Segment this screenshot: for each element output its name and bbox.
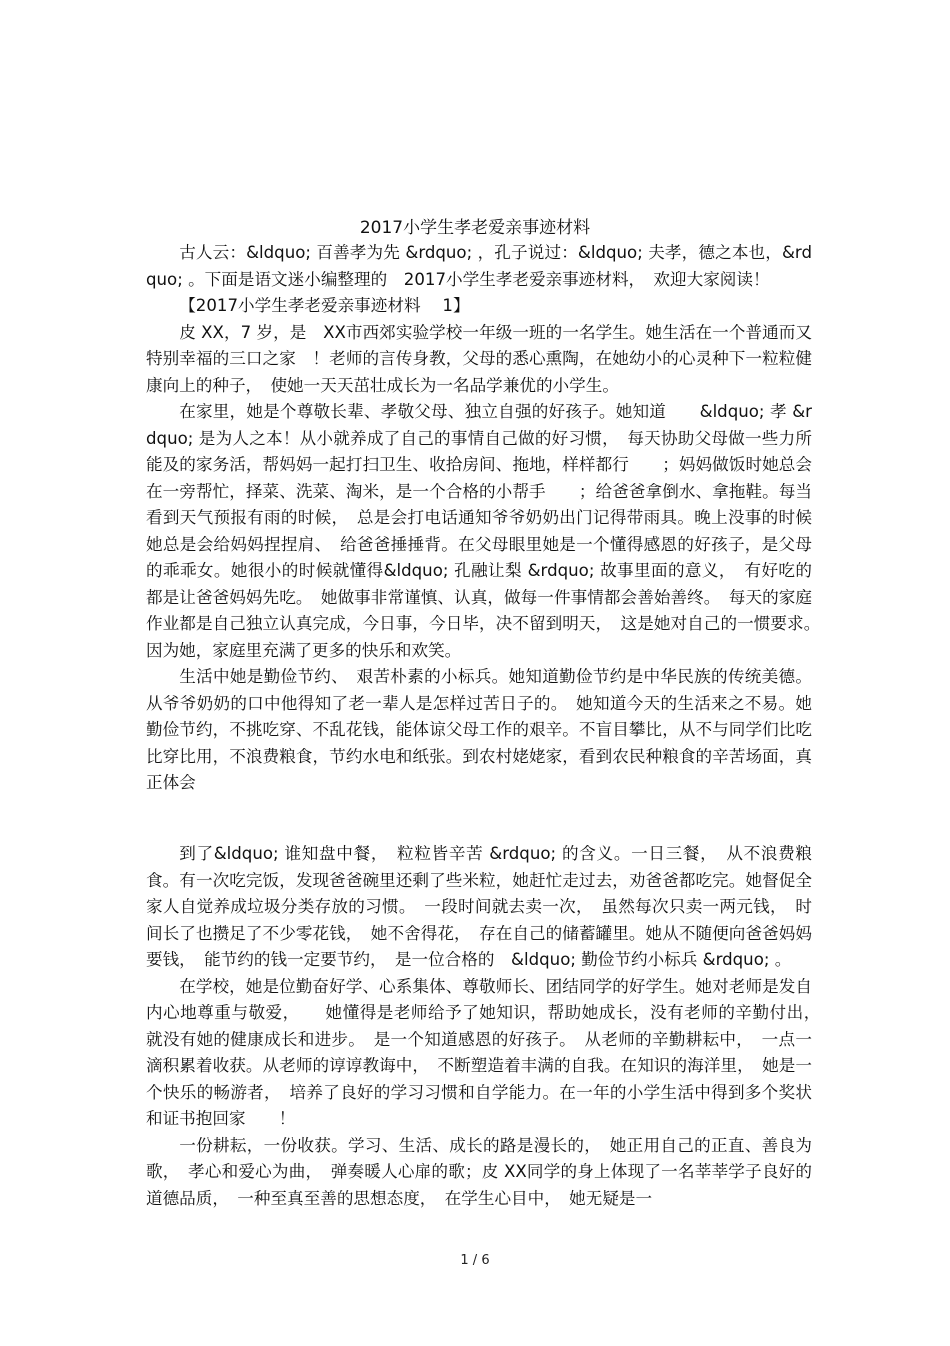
- document-title: 2017小学生孝老爱亲事迹材料: [359, 218, 591, 238]
- body-paragraph: 生活中她是勤俭节约、 艰苦朴素的小标兵。她知道勤俭节约是中华民族的传统美德。从爷爷奶奶的口中他得知了老一辈人是怎样过苦日子的。 她知道今天的生活来之不易。她勤俭节约，不挑吃穿、不乱花钱，能体谅父母工作的艰辛。不盲目攀比，从不与同学们比吃比穿比用，不浪费粮食，节约水电和纸张。到农村姥姥家，看到农民种粮食的辛苦场面，真正体会: [146, 667, 812, 792]
- body-paragraph: 在学校，她是位勤奋好学、心系集体、尊敬师长、团结同学的好学生。她对老师是发自内心地尊重与敬爱， 她懂得是老师给予了她知识，帮助她成长，没有老师的辛勤付出， 就没有她的健康成长和进步。 是一个知道感恩的好孩子。 从老师的辛勤耕耘中， 一点一滴积累着收获。从老师的谆谆教诲中， 不断塑造着丰满的自我。在知识的海洋里， 她是一个快乐的畅游者， 培养了良好的学习习惯和自学能力。在一年的小学生活中得到多个奖状和证书抱回家 ！: [146, 976, 829, 1128]
- body-paragraph: 一份耕耘，一份收获。学习、生活、成长的路是漫长的， 她正用自己的正直、善良为歌， 孝心和爱心为曲， 弹奏暖人心扉的歌；皮 XX同学的身上体现了一名莘莘学子良好的道德品质， 一种至真至善的思想态度， 在学生心目中， 她无疑是一: [146, 1135, 812, 1208]
- body-paragraph: 在家里，她是个尊敬长辈、孝敬父母、独立自强的好孩子。她知道 &ldquo; 孝 &rdquo; 是为人之本！从小就养成了自己的事情自己做的好习惯， 每天协助父母做一些力所能及的家务活，帮妈妈一起打扫卫生、收拾房间、拖地，样样都行 ；妈妈做饭时她总会在一旁帮忙，择菜、洗菜、淘米，是一个合格的小帮手 ；给爸爸拿倒水、拿拖鞋。每当看到天气预报有雨的时候， 总是会打电话通知爷爷奶奶出门记得带雨具。晚上没事的时候她总是会给妈妈捏捏肩、 给爸爸捶捶背。在父母眼里她是一个懂得感恩的好孩子，是父母的乖乖女。她很小的时候就懂得&ldquo; 孔融让梨 &rdquo; 故事里面的意义， 有好吃的都是让爸爸妈妈先吃。 她做事非常谨慎、认真，做每一件事情都会善始善终。 每天的家庭作业都是自己独立认真完成，今日事，今日毕，决不留到明天， 这是她对自己的一惯要求。 因为她，家庭里充满了更多的快乐和欢笑。: [146, 402, 829, 660]
- page-number: 1 / 6: [460, 1253, 490, 1268]
- section-heading: 【2017小学生孝老爱亲事迹材料 1】: [179, 296, 470, 315]
- document-body-bottom: [146, 841, 829, 1212]
- intro-paragraph: 古人云：&ldquo; 百善孝为先 &rdquo; ，孔子说过：&ldquo; 夫孝，德之本也，&rdquo; 。下面是语文迷小编整理的 2017小学生孝老爱亲事迹材料， 欢迎大家阅读！: [146, 243, 812, 289]
- body-paragraph: 到了&ldquo; 谁知盘中餐， 粒粒皆辛苦 &rdquo; 的含义。一日三餐， 从不浪费粮食。有一次吃完饭，发现爸爸碗里还剩了些米粒，她赶忙走过去，劝爸爸都吃完。她督促全家人自觉养成垃圾分类存放的习惯。 一段时间就去卖一次， 虽然每次只卖一两元钱， 时间长了也攒足了不少零花钱， 她不舍得花， 存在自己的储蓄罐里。她从不随便向爸爸妈妈要钱， 能节约的钱一定要节约， 是一位合格的 &ldquo; 勤俭节约小标兵 &rdquo; 。: [146, 844, 812, 969]
- body-paragraph: 皮 XX，7 岁，是 XX市西郊实验学校一年级一班的一名学生。她生活在一个普通而又特别幸福的三口之家 ！老师的言传身教，父母的悉心熏陶，在她幼小的心灵种下一粒粒健康向上的种子， 使她一天天茁壮成长为一名品学兼优的小学生。: [146, 322, 812, 395]
- document-body-top: [146, 240, 829, 797]
